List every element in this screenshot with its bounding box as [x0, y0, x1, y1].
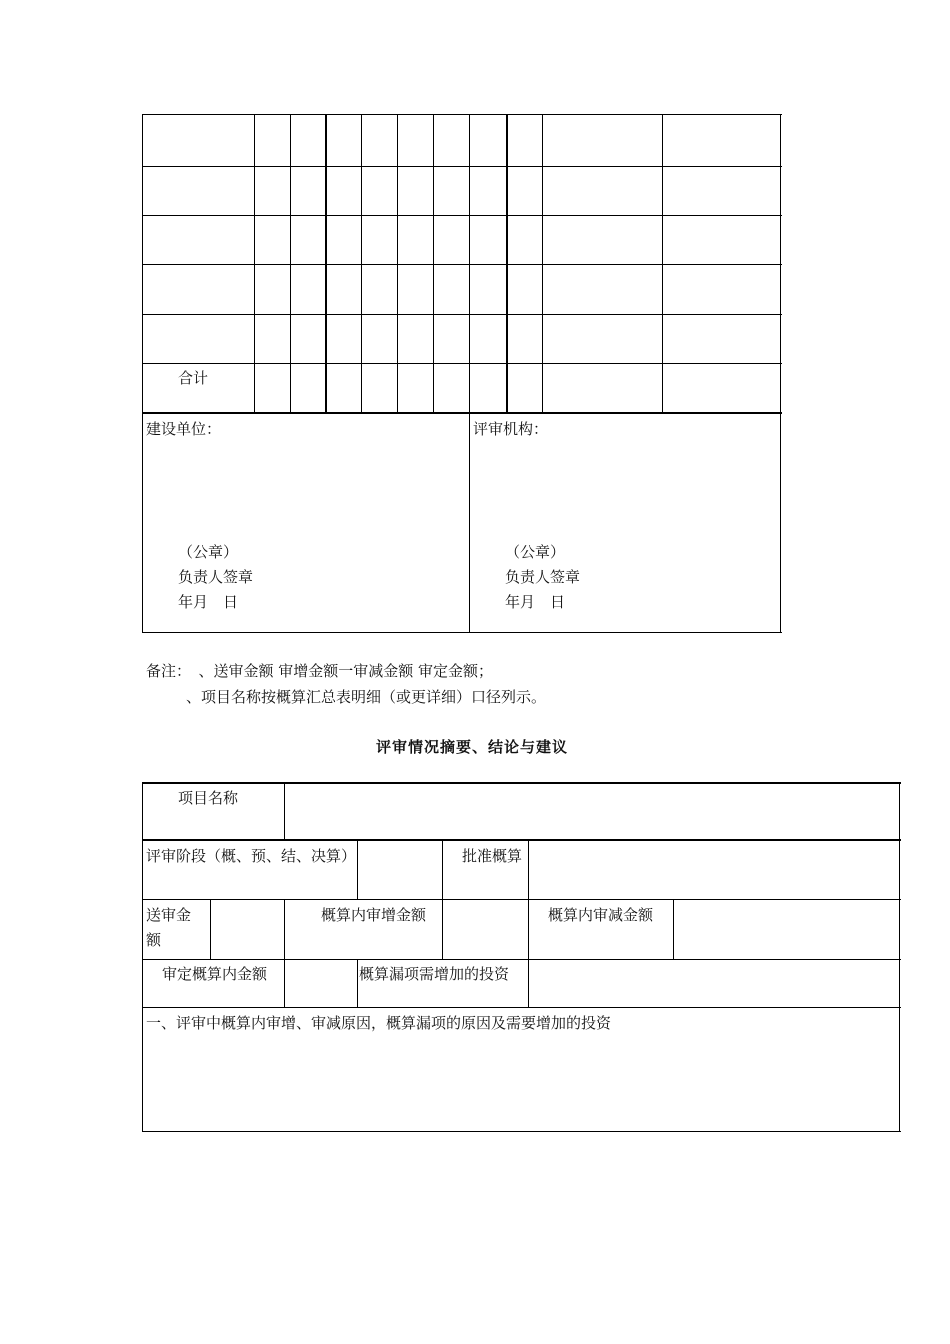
note-line-1: 备注： 、送审金额 审增金额一审减金额 审定金额；	[146, 662, 494, 680]
approved-budget-label: 批准概算	[462, 847, 523, 865]
left-signer: 负责人签章	[178, 568, 254, 586]
left-seal: （公章）	[178, 543, 239, 561]
reasons-label: 一、评审中概算内审增、审减原因，概算漏项的原因及需要增加的投资	[146, 1014, 612, 1032]
right-signer: 负责人签章	[505, 568, 581, 586]
total-label: 合计	[178, 369, 209, 387]
left-date: 年月 日	[178, 593, 239, 611]
submitted-amount-label-1: 送审金	[146, 906, 192, 924]
project-name-label: 项目名称	[178, 789, 239, 807]
construction-unit-label: 建设单位：	[146, 420, 222, 438]
submitted-amount-label-2: 额	[146, 931, 162, 949]
note-line-2: 、项目名称按概算汇总表明细（或更详细）口径列示。	[186, 688, 547, 706]
review-agency-label: 评审机构：	[473, 420, 549, 438]
summary-title: 评审情况摘要、结论与建议	[376, 738, 569, 756]
right-date: 年月 日	[505, 593, 566, 611]
decrease-label: 概算内审减金额	[548, 906, 654, 924]
review-stage-label: 评审阶段（概、预、结、决算）	[146, 847, 357, 865]
omission-label: 概算漏项需增加的投资	[359, 965, 510, 983]
right-seal: （公章）	[505, 543, 566, 561]
approved-within-label: 审定概算内金额	[162, 965, 268, 983]
increase-label: 概算内审增金额	[321, 906, 427, 924]
